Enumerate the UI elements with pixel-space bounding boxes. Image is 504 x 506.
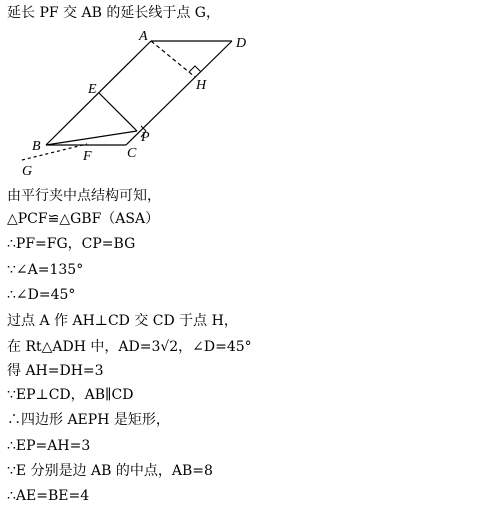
- solution-line-7: 在 Rt△ADH 中，AD=3√2，∠D=45°: [7, 339, 252, 355]
- solution-line-0: 延长 PF 交 AB 的延长线于点 G，: [7, 5, 220, 21]
- solution-line-4: ∵∠A=135°: [7, 262, 84, 278]
- geometry-figure: [0, 0, 504, 185]
- segment-EP: [99, 93, 137, 131]
- solution-line-6: 过点 A 作 AH⊥CD 交 CD 于点 H，: [7, 313, 238, 329]
- solution-line-11: ∴EP=AH=3: [7, 438, 91, 454]
- label-D: D: [236, 36, 247, 51]
- solution-line-5: ∴∠D=45°: [7, 287, 76, 303]
- label-G: G: [22, 164, 33, 179]
- label-H: H: [196, 78, 207, 93]
- solution-line-3: ∴PF=FG，CP=BG: [7, 236, 136, 252]
- label-E: E: [88, 82, 97, 97]
- right-angle-mark-H: [189, 66, 201, 72]
- solution-line-2: △PCF≌△GBF（ASA）: [7, 211, 160, 227]
- solution-line-13: ∴AE=BE=4: [7, 488, 90, 504]
- solution-line-8: 得 AH=DH=3: [7, 363, 104, 379]
- solution-line-9: ∵EP⊥CD，AB∥CD: [7, 387, 134, 403]
- solution-line-12: ∵E 分别是边 AB 的中点，AB=8: [7, 463, 213, 479]
- solution-line-10: ∴四边形 AEPH 是矩形，: [7, 412, 170, 428]
- label-B: B: [32, 139, 41, 154]
- label-C: C: [127, 146, 137, 161]
- label-F: F: [83, 149, 92, 164]
- label-P: P: [141, 130, 150, 145]
- segment-AH-dashed: [151, 41, 195, 77]
- segment-BP: [46, 131, 137, 145]
- label-A: A: [139, 29, 148, 44]
- solution-line-1: 由平行夹中点结构可知，: [7, 188, 161, 204]
